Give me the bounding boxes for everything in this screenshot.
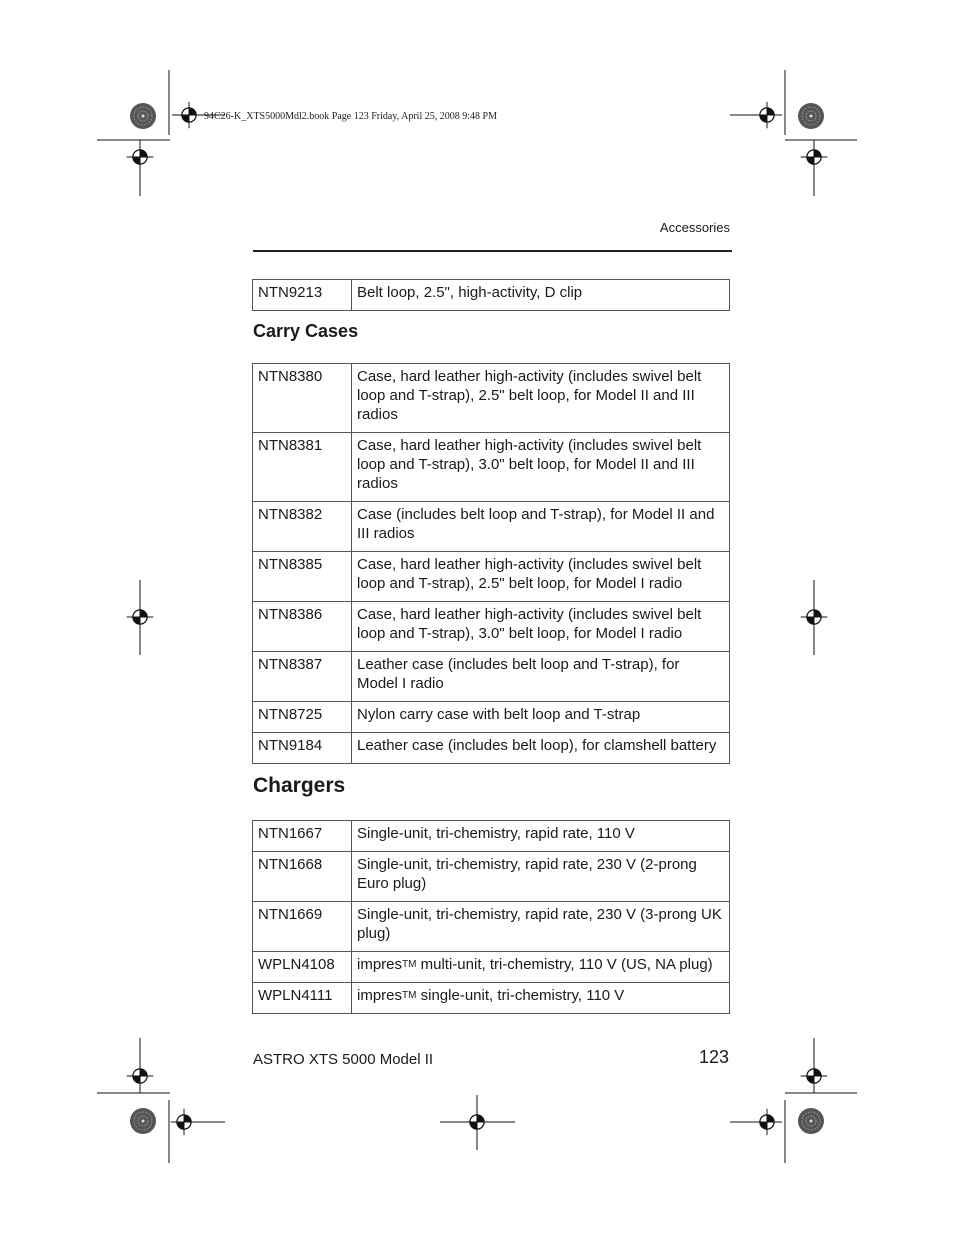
part-description xyxy=(352,983,730,1014)
table-row xyxy=(253,652,730,702)
table-row xyxy=(253,502,730,552)
part-description: Nylon carry case with belt loop and T-strap xyxy=(352,702,730,733)
belt-clip-table xyxy=(252,279,730,311)
part-description: Single-unit, tri-chemistry, rapid rate, 230 V (3-prong UK plug) xyxy=(352,902,730,952)
part-number: NTN8380 xyxy=(253,364,352,433)
part-number: NTN8387 xyxy=(253,652,352,702)
brand-name: impres xyxy=(357,987,403,1004)
table-row xyxy=(253,602,730,652)
table-row xyxy=(253,364,730,433)
part-number: NTN8725 xyxy=(253,702,352,733)
part-number: NTN1667 xyxy=(253,821,352,852)
table-row xyxy=(253,552,730,602)
header-rule xyxy=(253,250,732,252)
table-row xyxy=(253,902,730,952)
part-description: Case, hard leather high-activity (includes swivel belt loop and T-strap), 2.5" belt loop, for Model I radio xyxy=(352,552,730,602)
print-info-line: 94C26-K_XTS5000Mdl2.book Page 123 Friday, April 25, 2008 9:48 PM xyxy=(204,111,497,122)
part-description: Leather case (includes belt loop and T-strap), for Model I radio xyxy=(352,652,730,702)
part-description: Single-unit, tri-chemistry, rapid rate, 110 V xyxy=(352,821,730,852)
table-row xyxy=(253,952,730,983)
part-number: NTN8382 xyxy=(253,502,352,552)
part-number: NTN1668 xyxy=(253,852,352,902)
part-description: Leather case (includes belt loop), for clamshell battery xyxy=(352,733,730,764)
part-description: Case, hard leather high-activity (includes swivel belt loop and T-strap), 3.0" belt loop, for Model I radio xyxy=(352,602,730,652)
running-header: Accessories xyxy=(659,220,730,235)
part-number: NTN8385 xyxy=(253,552,352,602)
table-row xyxy=(253,983,730,1014)
description-text: multi-unit, tri-chemistry, 110 V (US, NA plug) xyxy=(416,956,713,973)
part-number: NTN9184 xyxy=(253,733,352,764)
part-description: Belt loop, 2.5", high-activity, D clip xyxy=(352,280,730,311)
part-description: Case, hard leather high-activity (includes swivel belt loop and T-strap), 3.0" belt loop, for Model II and III radios xyxy=(352,433,730,502)
part-description: Case (includes belt loop and T-strap), for Model II and III radios xyxy=(352,502,730,552)
carry-cases-table xyxy=(252,363,730,764)
description-text: single-unit, tri-chemistry, 110 V xyxy=(416,987,625,1004)
part-number: NTN1669 xyxy=(253,902,352,952)
trademark-symbol: TM xyxy=(402,990,417,1001)
part-number: NTN8381 xyxy=(253,433,352,502)
table-row xyxy=(253,733,730,764)
table-row xyxy=(253,433,730,502)
part-description: Single-unit, tri-chemistry, rapid rate, 230 V (2-prong Euro plug) xyxy=(352,852,730,902)
part-description: Case, hard leather high-activity (includes swivel belt loop and T-strap), 2.5" belt loop, for Model II and III radios xyxy=(352,364,730,433)
part-number: NTN8386 xyxy=(253,602,352,652)
part-description xyxy=(352,952,730,983)
footer-title: ASTRO XTS 5000 Model II xyxy=(253,1051,434,1068)
page-number: 123 xyxy=(698,1047,729,1067)
carry-cases-heading: Carry Cases xyxy=(253,321,359,341)
brand-name: impres xyxy=(357,956,403,973)
chargers-heading: Chargers xyxy=(253,774,346,797)
part-number: NTN9213 xyxy=(253,280,352,311)
trademark-symbol: TM xyxy=(402,959,417,970)
chargers-table xyxy=(252,820,730,1014)
table-row xyxy=(253,852,730,902)
table-row xyxy=(253,702,730,733)
part-number: WPLN4108 xyxy=(253,952,352,983)
part-number: WPLN4111 xyxy=(253,983,352,1014)
table-row xyxy=(253,821,730,852)
table-row xyxy=(253,280,730,311)
